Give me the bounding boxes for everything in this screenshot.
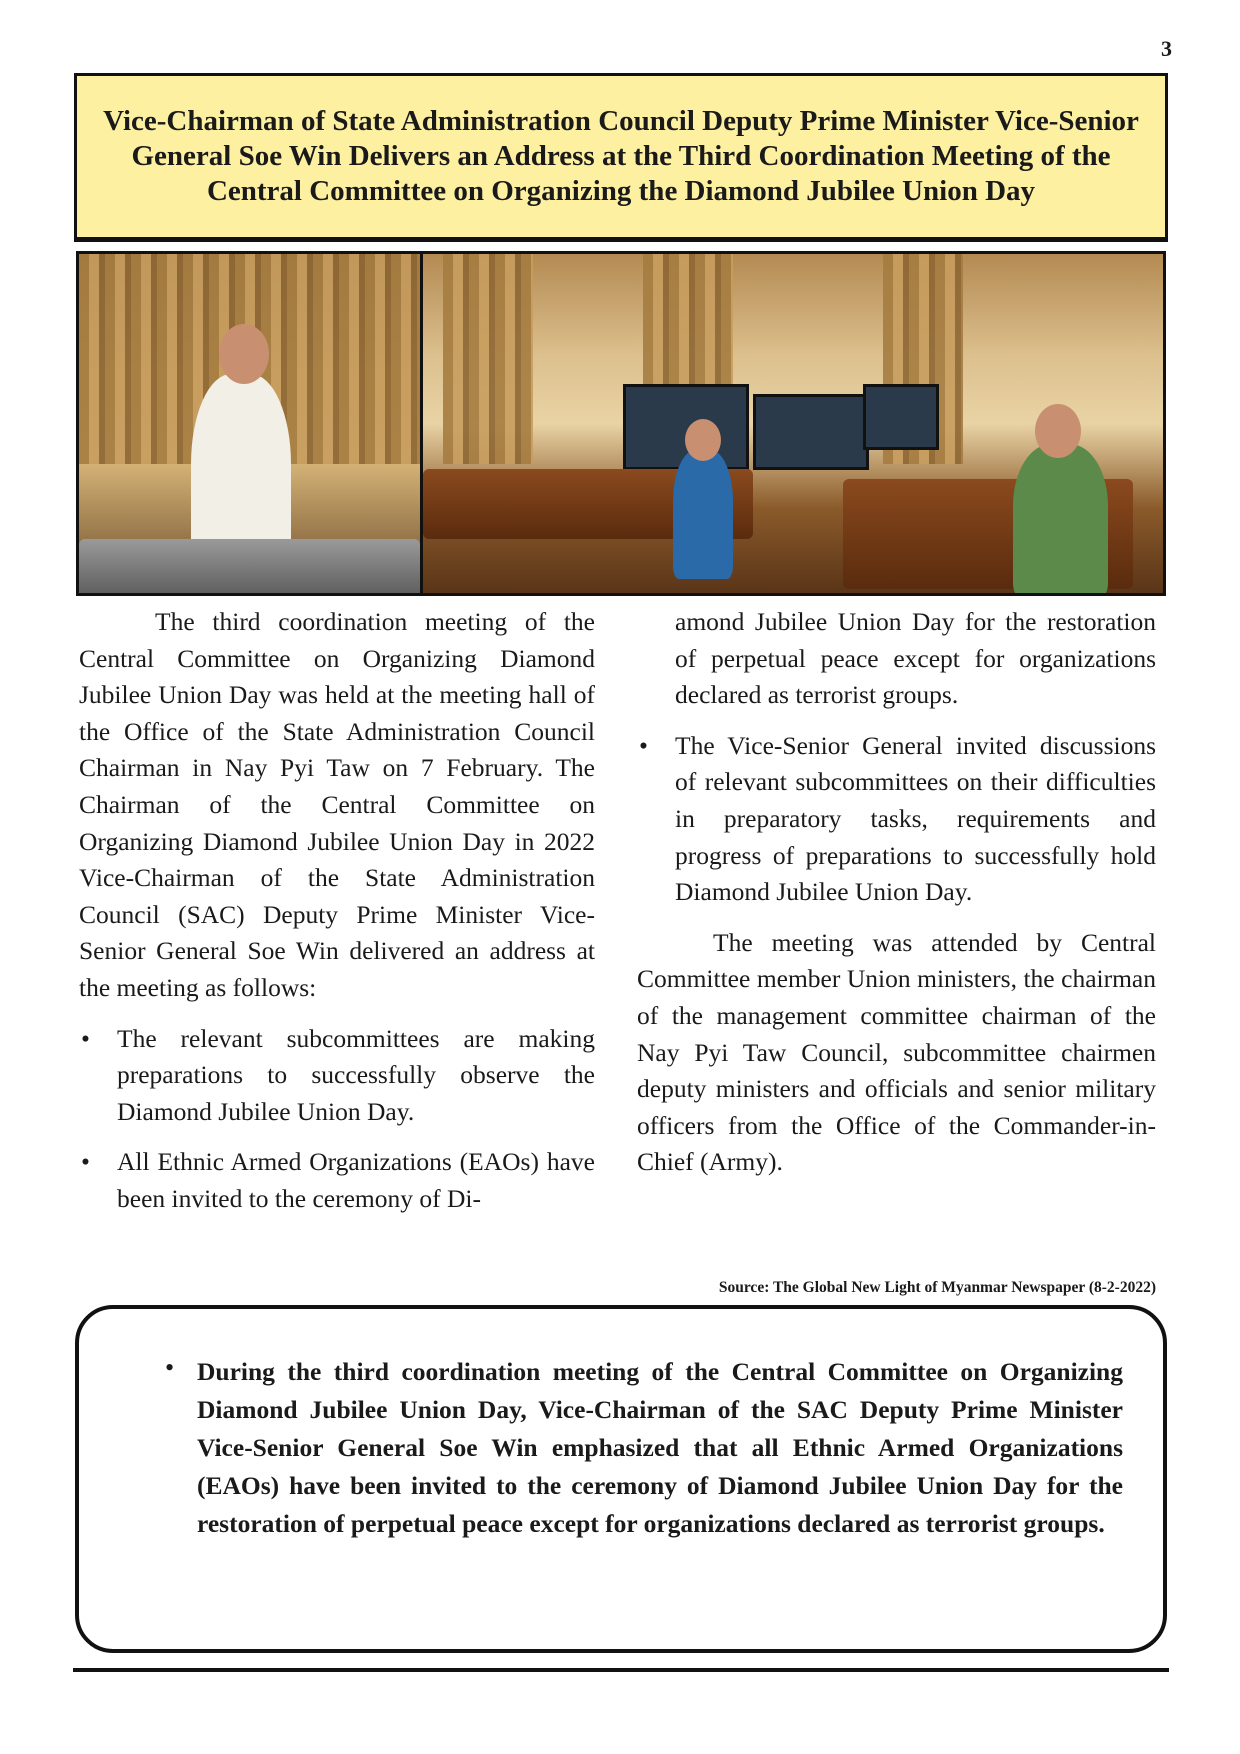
- bullet-icon: •: [81, 1147, 90, 1177]
- bullet-icon: •: [81, 1023, 90, 1053]
- bullet-icon: •: [165, 1353, 175, 1382]
- officer-head: [1035, 404, 1081, 458]
- list-item: [79, 1144, 595, 1217]
- highlight-text: During the third coordination meeting of the Central Committee on Organizing Diamond Jubilee Union Day, Vice-Chairman of the SAC Deputy Prime Minister Vice-Senior General Soe Win emphasized that all Ethnic Armed Organizations (EAOs) have been invited to the ceremony of Diamond Jubilee Union Day for the restoration of perpetual peace except for organizations declared as terrorist groups.: [197, 1357, 1123, 1538]
- article-closing: The meeting was attended by Central Committee member Union ministers, the chairman of the management committee chairman of the Nay Pyi Taw Council, subcommittee chairmen deputy ministers and officials and senior military officers from the Office of the Commander-in-Chief (Army).: [637, 927, 1156, 1177]
- speaker-head: [219, 324, 269, 384]
- bullet-text: The relevant subcommittees are making preparations to successfully observe the Diamond Jubilee Union Day.: [117, 1023, 595, 1126]
- attendee-figure: [673, 449, 733, 579]
- list-item: [79, 1021, 595, 1131]
- officer-figure: [1013, 444, 1108, 593]
- address-points-continued: [637, 728, 1156, 911]
- title-box: [74, 73, 1168, 240]
- bottom-rule: [73, 1668, 1169, 1672]
- page-number: 3: [1161, 36, 1172, 61]
- video-screen: [753, 394, 869, 470]
- meeting-hall-photo: [423, 254, 1163, 593]
- article-column-right: [637, 604, 1156, 1181]
- video-screen: [863, 384, 939, 450]
- highlight-box: [75, 1305, 1167, 1653]
- bullet-icon: •: [639, 730, 648, 760]
- article-column-left: [79, 604, 595, 1218]
- article-intro: The third coordination meeting of the Central Committee on Organizing Diamond Jubilee Union Day was held at the meeting hall of the Office of the State Administration Council Chairman in Nay Pyi Taw on 7 February. The Chairman of the Central Committee on Organizing Diamond Jubilee Union Day in 2022 Vice-Chairman of the State Administration Council (SAC) Deputy Prime Minister Vice-Senior General Soe Win delivered an address at the meeting as follows:: [79, 607, 595, 1002]
- bullet-text: All Ethnic Armed Organizations (EAOs) have been invited to the ceremony of Di-: [117, 1147, 595, 1213]
- list-item: [637, 728, 1156, 911]
- speaker-photo: [79, 254, 420, 593]
- address-points: [79, 1021, 595, 1218]
- curtain-left: [443, 254, 533, 464]
- meeting-photos: [76, 251, 1166, 596]
- attendee-head: [685, 419, 721, 461]
- podium: [79, 539, 420, 593]
- bullet-text: The Vice-Senior General invited discussions of relevant subcommittees on their difficulties in preparatory tasks, requirements and progress of preparations to successfully hold Diamond Jubilee Union Day.: [675, 730, 1156, 907]
- article-title: Vice-Chairman of State Administration Council Deputy Prime Minister Vice-Senior General Soe Win Delivers an Address at the Third Coordination Meeting of the Central Committee on Organizing the Diamond Jubilee Union Day: [103, 105, 1139, 207]
- source-credit: Source: The Global New Light of Myanmar Newspaper (8-2-2022): [718, 1279, 1156, 1296]
- bullet-continuation: amond Jubilee Union Day for the restoration of perpetual peace except for organizations declared as terrorist groups.: [675, 607, 1156, 710]
